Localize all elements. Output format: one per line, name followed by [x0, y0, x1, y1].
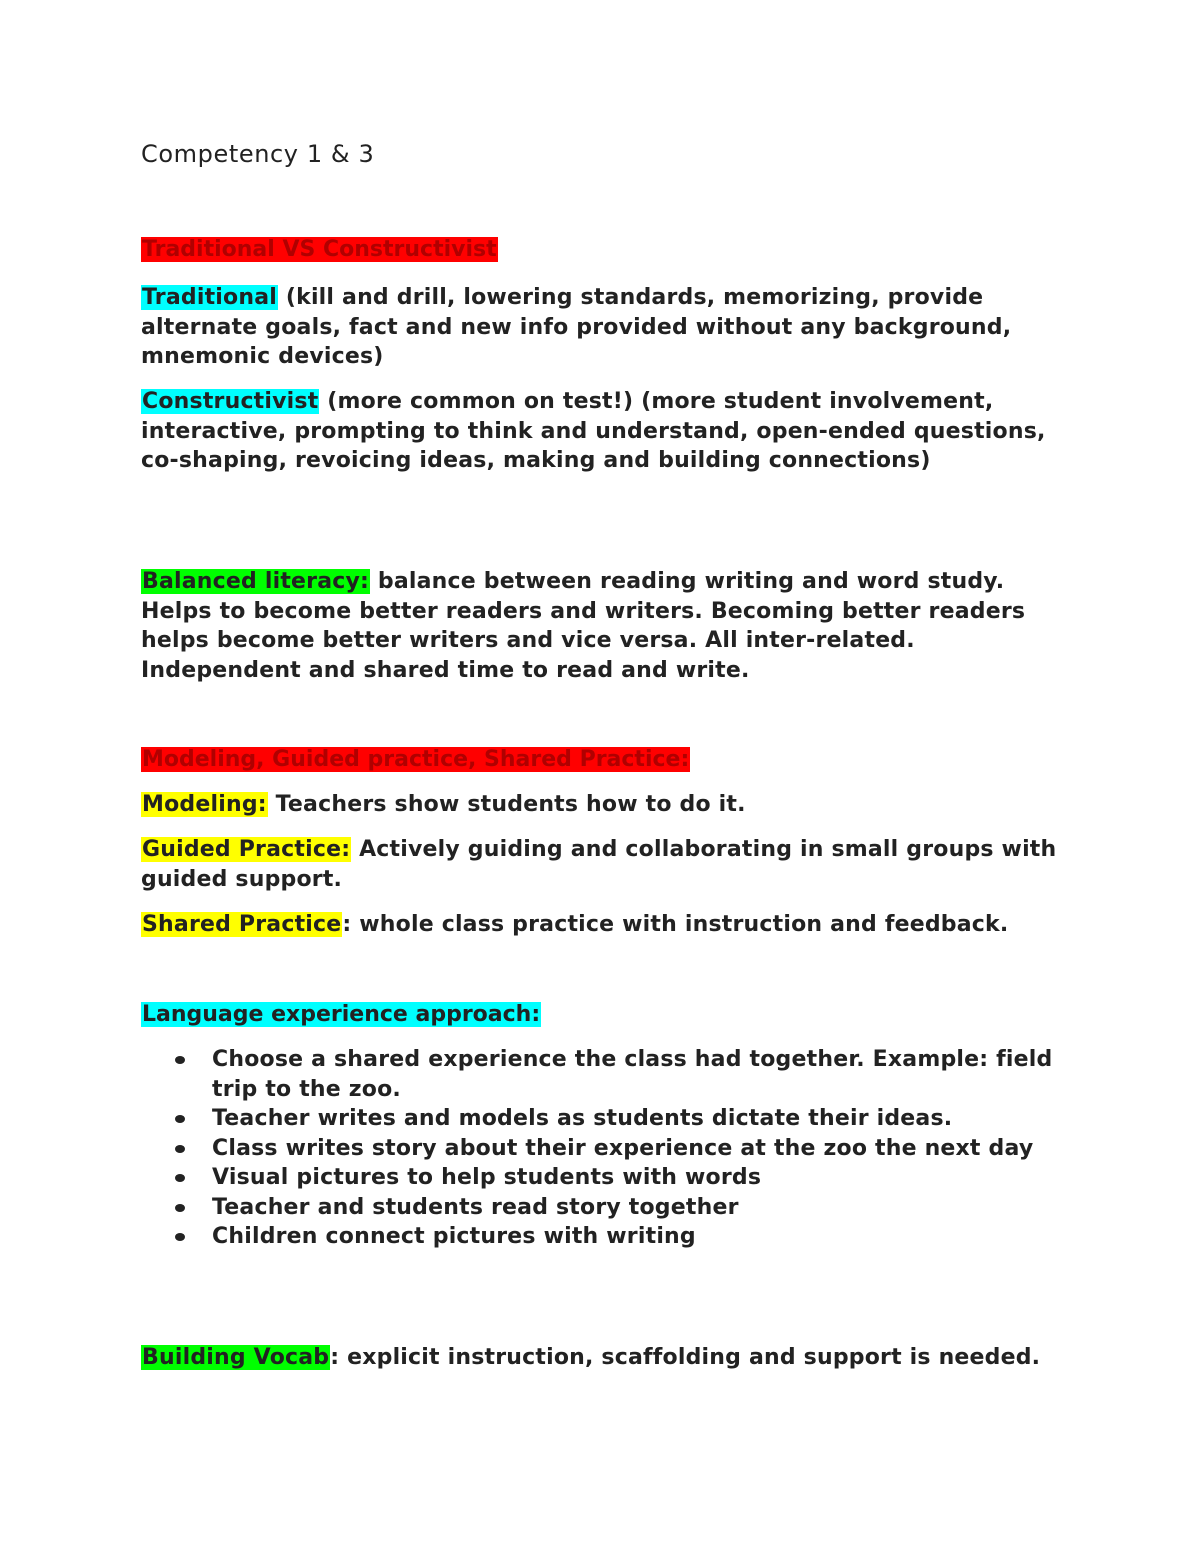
list-item: [141, 1045, 1066, 1104]
list-item: [141, 1134, 1066, 1164]
modeling-text: Teachers show students how to do it.: [267, 792, 746, 817]
heading-highlight: Traditional VS Constructivist: [142, 237, 497, 262]
bullet-icon: [175, 1056, 185, 1064]
list-item-text: Class writes story about their experience at the zoo the next day: [212, 1135, 1034, 1161]
document-title: Competency 1 & 3: [141, 140, 375, 168]
constructivist-term: Constructivist: [142, 389, 319, 414]
shared-practice-paragraph: [141, 910, 1066, 940]
bullet-icon: [175, 1233, 185, 1241]
guided-practice-term: Guided Practice:: [142, 837, 351, 862]
shared-practice-text: : whole class practice with instruction and feedback.: [342, 912, 1009, 937]
constructivist-text: (more common on test!) (more student involvement, interactive, prompting to think and understand, open-ended questions, co-shaping, revoicing ideas, making and building connections): [141, 389, 1046, 473]
traditional-paragraph: [141, 283, 1066, 372]
building-vocab-paragraph: [141, 1343, 1066, 1373]
list-item-text: Visual pictures to help students with words: [212, 1165, 762, 1190]
heading-highlight: Modeling, Guided practice, Shared Practice:: [142, 747, 690, 772]
bullet-icon: [175, 1204, 185, 1212]
list-item-text: Teacher writes and models as students dictate their ideas.: [212, 1106, 953, 1131]
balanced-literacy-paragraph: [141, 567, 1066, 685]
guided-practice-paragraph: [141, 835, 1066, 894]
balanced-literacy-term: Balanced literacy:: [142, 569, 370, 594]
shared-practice-term: Shared Practice: [142, 912, 342, 937]
list-item: [141, 1193, 1066, 1223]
bullet-icon: [175, 1145, 185, 1153]
list-item: [141, 1104, 1066, 1134]
guided-practice-text: Actively guiding and collaborating in small groups with guided support.: [141, 837, 1057, 892]
building-vocab-text: : explicit instruction, scaffolding and support is needed.: [330, 1345, 1041, 1370]
list-item: [141, 1222, 1066, 1252]
heading-highlight: Language experience approach:: [142, 1002, 541, 1027]
list-item: [141, 1163, 1066, 1193]
list-item-text: Teacher and students read story together: [212, 1194, 739, 1220]
list-item-text: Choose a shared experience the class had together. Example: field trip to the zoo.: [212, 1047, 1053, 1102]
section-heading-traditional-vs-constructivist: [141, 235, 498, 264]
list-item-text: Children connect pictures with writing: [212, 1224, 696, 1249]
bullet-icon: [175, 1174, 185, 1182]
constructivist-paragraph: [141, 387, 1066, 476]
bullet-icon: [175, 1115, 185, 1123]
building-vocab-term: Building Vocab: [142, 1345, 330, 1370]
modeling-paragraph: [141, 790, 1066, 820]
modeling-term: Modeling:: [142, 792, 267, 817]
traditional-text: (kill and drill, lowering standards, memorizing, provide alternate goals, fact and new info provided without any background, mnemonic devices): [141, 285, 1012, 369]
language-experience-list: [141, 1045, 1066, 1252]
section-heading-language-experience: [141, 1000, 541, 1029]
balanced-literacy-text: balance between reading writing and word study. Helps to become better readers and writers. Becoming better readers helps become better writers and vice versa. All inter-related. Independent and shared time to read and write.: [141, 569, 1026, 683]
section-heading-modeling: [141, 745, 690, 774]
traditional-term: Traditional: [142, 285, 277, 310]
